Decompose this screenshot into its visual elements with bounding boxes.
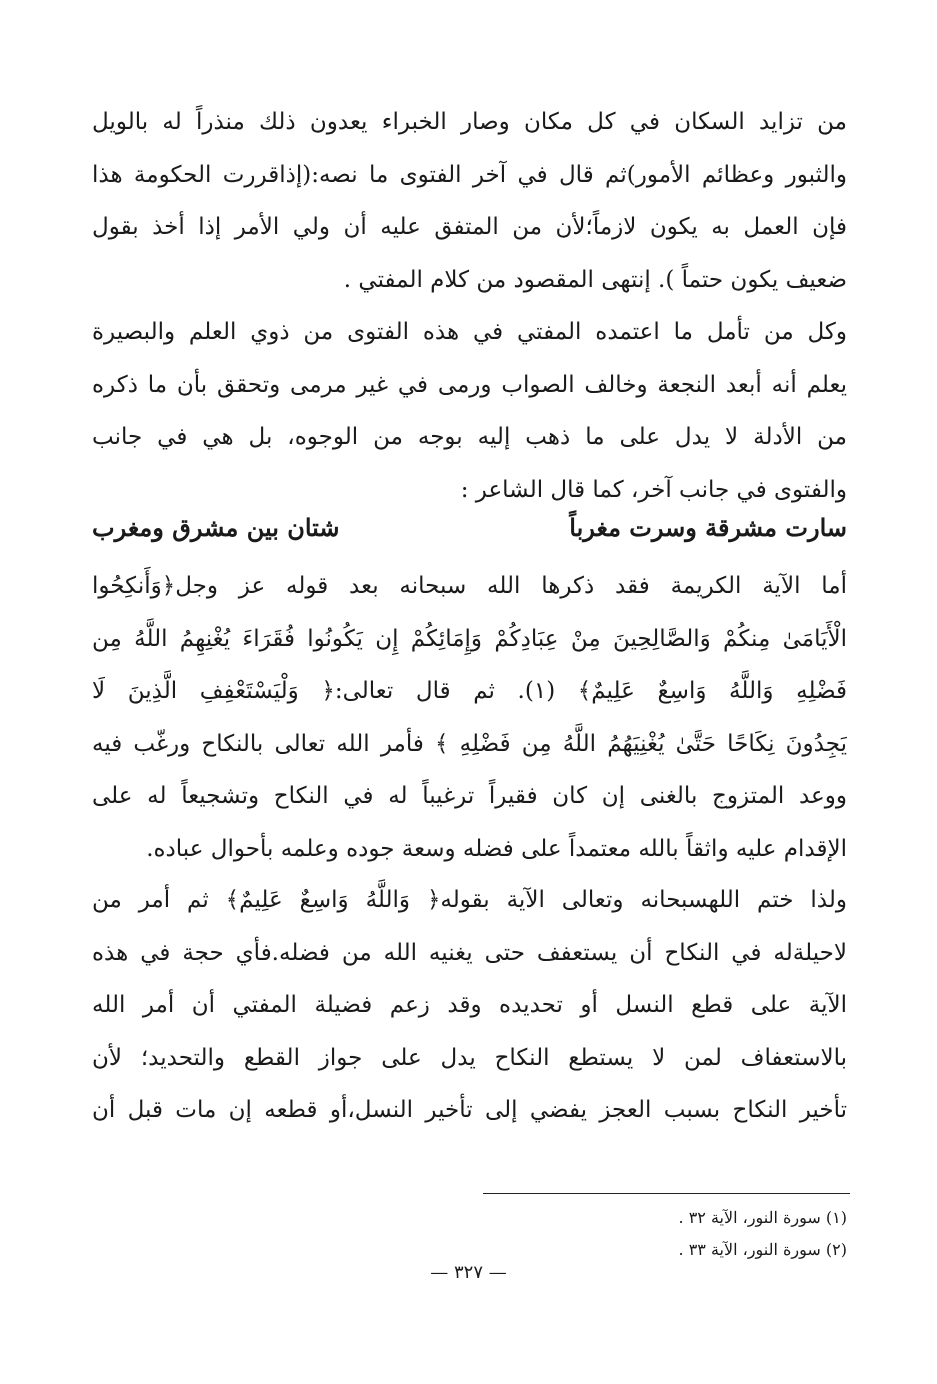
text-line: يعلم أنه أبعد النجعة وخالف الصواب ورمى في غير مرمى وتحقق بأن ما ذكره <box>92 371 847 398</box>
text-line: والفتوى في جانب آخر، كما قال الشاعر : <box>460 476 847 503</box>
text-line: من تزايد السكان في كل مكان وصار الخبراء يعدون ذلك منذراً له بالويل <box>92 109 847 135</box>
text-line: فإن العمل به يكون لازماً؛لأن من المتفق عليه أن ولي الأمر إذا أخذ بقول <box>92 214 847 240</box>
text-line: من الأدلة لا يدل على ما ذهب إليه بوجه من الوجوه، بل هي في جانب <box>92 424 847 450</box>
verse-first-hemistich: سارت مشرقة وسرت مغرباً <box>569 513 847 542</box>
text-line: بالاستعفاف لمن لا يستطع النكاح يدل على جواز القطع والتحديد؛ لأن <box>92 1044 847 1071</box>
paragraph-critique <box>92 306 847 516</box>
text-line: الْأَيَامَىٰ مِنكُمْ وَالصَّالِحِينَ مِنْ عِبَادِكُمْ وَإِمَائِكُمْ إِن يَكُونُوا فُقَرَاءَ يُغْنِهِمُ اللَّهُ مِن <box>92 625 847 652</box>
text-line: ووعد المتزوج بالغنى إن كان فقيراً ترغيباً له في النكاح وتشجيعاً له على <box>92 783 847 809</box>
page-number: — ٣٢٧ — <box>430 1262 507 1283</box>
paragraph-quran-verse <box>92 560 847 875</box>
paragraph-argument <box>92 874 847 1137</box>
text-line: فَضْلِهِ وَاللَّهُ وَاسِعٌ عَلِيمٌ﴾ (١). ثم قال تعالى:﴿ وَلْيَسْتَعْفِفِ الَّذِينَ لَا <box>92 678 847 704</box>
text-line: والثبور وعظائم الأمور)ثم قال في آخر الفتوى ما نصه:(إذاقررت الحكومة هذا <box>92 161 847 188</box>
footnote-2: (٢) سورة النور، الآية ٣٣ . <box>678 1240 847 1259</box>
poetry-verse <box>92 502 847 554</box>
footnotes <box>447 1202 847 1266</box>
text-line: لاحيلةله في النكاح أن يستعفف حتى يغنيه الله من فضله.فأي حجة في هذه <box>92 939 847 966</box>
text-line: وكل من تأمل ما اعتمده المفتي في هذه الفتوى من ذوي العلم والبصيرة <box>92 319 847 345</box>
text-line: ولذا ختم اللهسبحانه وتعالى الآية بقوله﴿ وَاللَّهُ وَاسِعٌ عَلِيمٌ﴾ ثم أمر من <box>92 887 847 913</box>
verse-second-hemistich: شتان بين مشرق ومغرب <box>92 513 340 542</box>
text-line: الإقدام عليه واثقاً بالله معتمداً على فضله وسعة جوده وعلمه بأحوال عباده. <box>146 835 847 862</box>
text-line: الآية على قطع النسل أو تحديده وقد زعم فضيلة المفتي أن أمر الله <box>92 992 847 1018</box>
paragraph-fatwa-quote <box>92 96 847 306</box>
text-line: تأخير النكاح بسبب العجز يفضي إلى تأخير النسل،أو قطعه إن مات قبل أن <box>92 1097 847 1123</box>
text-line: ضعيف يكون حتماً ). إنتهى المقصود من كلام المفتي . <box>343 266 847 293</box>
text-line: يَجِدُونَ نِكَاحًا حَتَّىٰ يُغْنِيَهُمُ اللَّهُ مِن فَضْلِهِ ﴾ فأمر الله تعالى بالنكاح ورغّب فيه <box>92 730 847 757</box>
footnote-1: (١) سورة النور، الآية ٣٢ . <box>678 1208 847 1227</box>
text-line: أما الآية الكريمة فقد ذكرها الله سبحانه بعد قوله عز وجل﴿وَأَنكِحُوا <box>92 573 847 599</box>
footnote-divider <box>483 1193 850 1194</box>
